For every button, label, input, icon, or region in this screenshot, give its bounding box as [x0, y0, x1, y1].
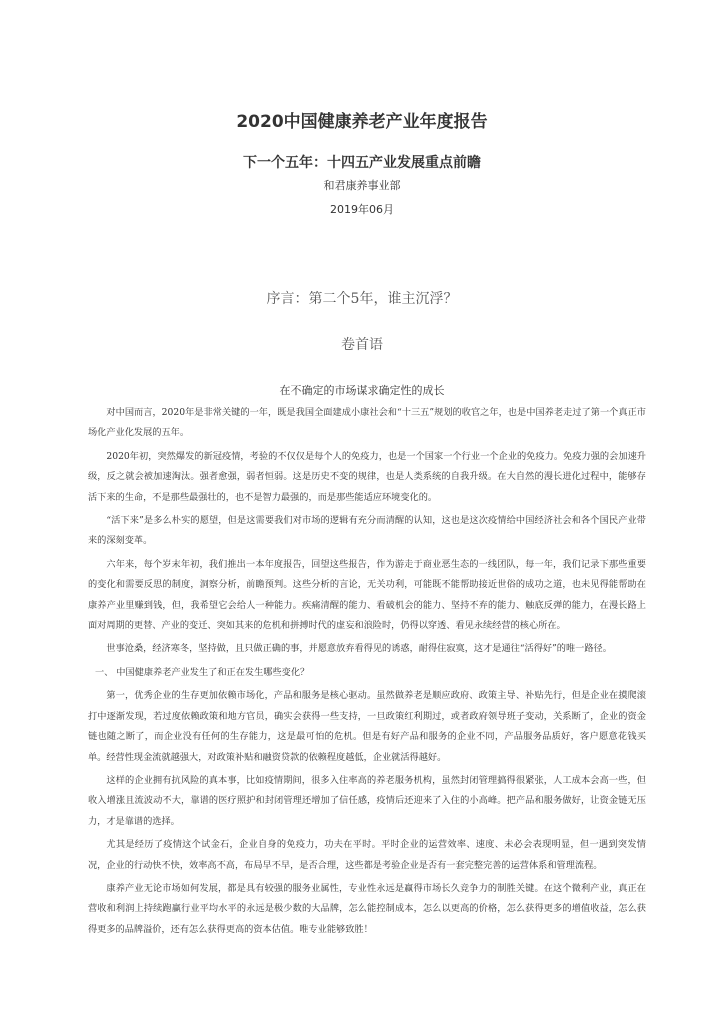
- report-title: 2020中国健康养老产业年度报告: [236, 112, 488, 132]
- paragraph: 六年来，每个岁末年初，我们推出一本年度报告，回望这些报告，作为游走于商业恶生态的一线团队，每一年，我们记录下那些重要的变化和需要反思的制度，洞察分析，前瞻预判。这些分析的言论，无关功利，可能既不能帮助接近世俗的成功之道，也未见得能帮助在康养产业里赚到钱，但，我希望它会给人一种能力。疾痛清醒的能力、看破机会的能力、坚持不弃的能力、触底反弹的能力，在漫长路上面对周期的更替、产业的变迁、突如其来的危机和拼搏时代的虚妄和浪险时，仍得以穿透、看见永续经营的核心所在。: [88, 558, 646, 632]
- section-heading: 一、 中国健康养老产业发生了和正在发生哪些变化？: [95, 666, 310, 678]
- paragraph: 对中国而言，2020年是非常关键的一年，既是我国全面建成小康社会和“十三五”规划的收官之年，也是中国养老走过了第一个真正市场化产业化发展的五年。: [88, 407, 646, 439]
- paragraph: “活下来”是多么朴实的愿望，但是这需要我们对市场的逻辑有充分而清醒的认知，这也是这次疫情给中国经济社会和各个国民产业带来的深刻变革。: [88, 515, 646, 547]
- paragraph: 世事沧桑，经济寒冬，坚持做，且只做正确的事，并愿意放弃看得见的诱惑，耐得住寂寞，这才是通往“活得好”的唯一路径。: [106, 643, 612, 655]
- paragraph: 第一，优秀企业的生存更加依赖市场化，产品和服务是核心驱动。虽然做养老是顺应政府、政策主导、补贴先行，但是企业在摸爬滚打中逐渐发现，若过度依赖政策和地方官员，确实会获得一些支持，一旦政策红利期过，或者政府领导班子变动，关系断了，企业的资金链也随之断了，而企业没有任何的生存能力，这是最可怕的危机。但是有好产品和服务的企业不同，产品服务品质好，客户愿意花钱买单。经营性现金流就越强大，对政策补贴和融资贷款的依赖程度越低，企业就活得越好。: [88, 690, 646, 763]
- paragraph: 尤其是经历了疫情这个试金石，企业自身的免疫力，功夫在平时。平时企业的运营效率、速度、未必会表现明显，但一遇到突发情况，企业的行动快不快，效率高不高，布局早不早，是否合理，这些都是考验企业是否有一套完整完善的运营体系和管理流程。: [88, 839, 646, 871]
- organization-name: 和君康养事业部: [323, 179, 401, 192]
- body-text: [88, 403, 646, 943]
- paragraph: 这样的企业拥有抗风险的真本事，比如疫情期间，很多入住率高的养老服务机构，虽然封闭管理搞得很紧张，人工成本会高一些，但收入增涨且流波动不大，靠谱的医疗照护和封闭管理还增加了信任感，疫情后还迎来了入住的小高峰。把产品和服务做好，让资金链无压力，才是靠谱的选择。: [88, 774, 646, 827]
- preface-subtitle: 在不确定的市场谋求确定性的成长: [279, 384, 445, 397]
- preface-title: 序言：第二个5年，谁主沉浮？: [266, 291, 458, 307]
- preface-section-title: 卷首语: [341, 337, 383, 353]
- report-subtitle: 下一个五年：十四五产业发展重点前瞻: [243, 155, 481, 171]
- paragraph: 康养产业无论市场如何发展，都是具有较强的服务业属性，专业性永远是赢得市场长久竞争力的制胜关键。在这个微利产业，真正在营收和利润上持续跑赢行业平均水平的永远是极少数的大品牌，怎么能控制成本，怎么以更高的价格，怎么获得更多的增值收益，怎么获得更多的品牌溢价，还有怎么获得更高的资本估值。唯专业能够致胜！: [88, 882, 646, 935]
- paragraph: 2020年初，突然爆发的新冠疫情，考验的不仅仅是每个人的免疫力，也是一个国家一个行业一个企业的免疫力。免疫力强的会加速升级，反之就会被加速淘汰。强者愈强，弱者恒弱。这是历史不变的规律，也是人类系统的自我升级。在大自然的漫长进化过程中，能够存活下来的生命，不是那些最强壮的，也不是智力最强的，而是那些能适应环境变化的。: [88, 450, 646, 503]
- report-date: 2019年06月: [330, 203, 394, 216]
